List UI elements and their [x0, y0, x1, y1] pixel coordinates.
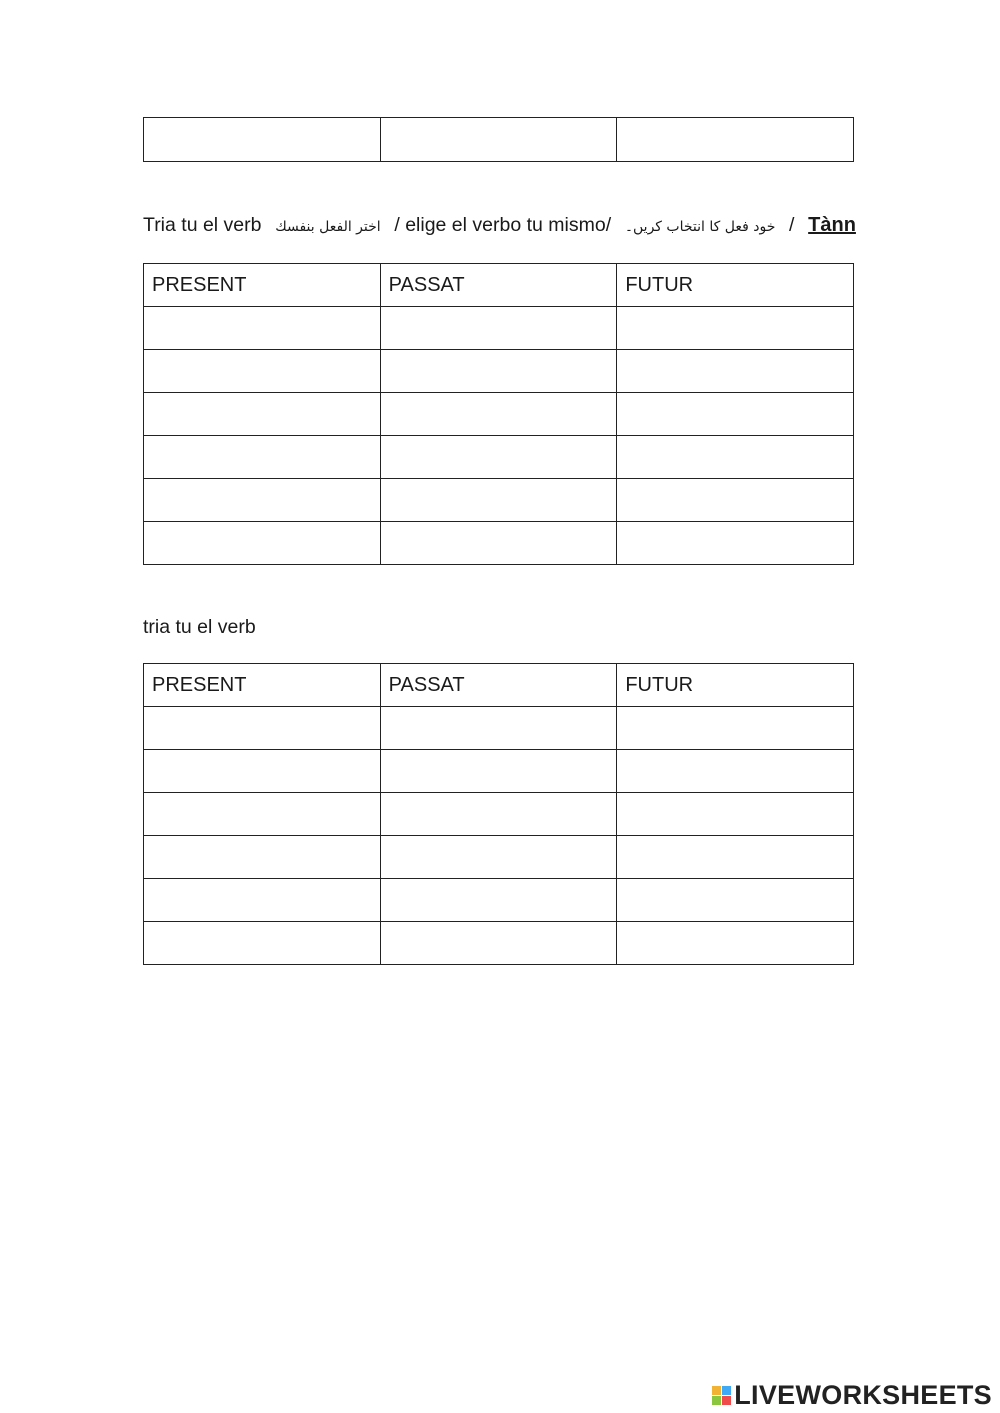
answer-cell[interactable]: [617, 922, 854, 965]
section2-instruction: tria tu el verb: [143, 616, 256, 638]
answer-cell[interactable]: [380, 836, 617, 879]
verb-table-1: [143, 263, 854, 565]
header-futur: FUTUR: [617, 264, 854, 307]
table-row: [144, 307, 854, 350]
answer-cell[interactable]: [617, 793, 854, 836]
answer-cell[interactable]: [617, 118, 854, 162]
table-row: [144, 707, 854, 750]
instruction-wolof: Tànn: [808, 214, 856, 236]
answer-cell[interactable]: [144, 793, 381, 836]
answer-cell[interactable]: [617, 879, 854, 922]
answer-cell[interactable]: [617, 707, 854, 750]
header-row: [144, 664, 854, 707]
table-row: [144, 350, 854, 393]
section1-instruction: [143, 214, 856, 237]
answer-cell[interactable]: [144, 436, 381, 479]
table-row: [144, 836, 854, 879]
table-row: [144, 436, 854, 479]
header-row: [144, 264, 854, 307]
answer-cell[interactable]: [617, 393, 854, 436]
top-answer-table: [143, 117, 854, 162]
answer-cell[interactable]: [144, 118, 381, 162]
answer-cell[interactable]: [380, 522, 617, 565]
answer-cell[interactable]: [380, 922, 617, 965]
answer-cell[interactable]: [380, 436, 617, 479]
instruction-urdu: خود فعل کا انتخاب کریں۔: [624, 219, 776, 235]
answer-cell[interactable]: [380, 350, 617, 393]
answer-cell[interactable]: [144, 393, 381, 436]
answer-cell[interactable]: [144, 750, 381, 793]
instruction-arabic: اختر الفعل بنفسك: [275, 219, 381, 235]
instruction-catalan: Tria tu el verb: [143, 214, 262, 236]
answer-cell[interactable]: [144, 707, 381, 750]
answer-cell[interactable]: [380, 750, 617, 793]
header-futur: FUTUR: [617, 664, 854, 707]
header-present: PRESENT: [144, 264, 381, 307]
logo-square: [722, 1396, 731, 1405]
answer-cell[interactable]: [380, 118, 617, 162]
table-row: [144, 479, 854, 522]
table-row: [144, 393, 854, 436]
table-row: [144, 793, 854, 836]
answer-cell[interactable]: [144, 307, 381, 350]
answer-cell[interactable]: [617, 307, 854, 350]
table-row: [144, 522, 854, 565]
logo-square: [712, 1386, 721, 1395]
logo-text: LIVEWORKSHEETS: [734, 1380, 992, 1410]
logo-mark-icon: [712, 1386, 731, 1405]
answer-cell[interactable]: [617, 350, 854, 393]
verb-table-2: [143, 663, 854, 965]
answer-cell[interactable]: [380, 307, 617, 350]
answer-cell[interactable]: [144, 879, 381, 922]
instruction-slash: /: [789, 214, 795, 236]
answer-cell[interactable]: [144, 922, 381, 965]
header-present: PRESENT: [144, 664, 381, 707]
logo-square: [712, 1396, 721, 1405]
answer-cell[interactable]: [144, 479, 381, 522]
answer-cell[interactable]: [617, 436, 854, 479]
answer-cell[interactable]: [617, 522, 854, 565]
table-row: [144, 118, 854, 162]
answer-cell[interactable]: [144, 836, 381, 879]
table-row: [144, 750, 854, 793]
liveworksheets-logo: [712, 1380, 992, 1411]
answer-cell[interactable]: [380, 393, 617, 436]
answer-cell[interactable]: [380, 793, 617, 836]
instruction-spanish: / elige el verbo tu mismo/: [394, 214, 612, 236]
header-passat: PASSAT: [380, 264, 617, 307]
answer-cell[interactable]: [380, 879, 617, 922]
answer-cell[interactable]: [144, 350, 381, 393]
answer-cell[interactable]: [144, 522, 381, 565]
answer-cell[interactable]: [380, 707, 617, 750]
table-row: [144, 879, 854, 922]
logo-square: [722, 1386, 731, 1395]
answer-cell[interactable]: [380, 479, 617, 522]
header-passat: PASSAT: [380, 664, 617, 707]
answer-cell[interactable]: [617, 750, 854, 793]
answer-cell[interactable]: [617, 836, 854, 879]
answer-cell[interactable]: [617, 479, 854, 522]
table-row: [144, 922, 854, 965]
